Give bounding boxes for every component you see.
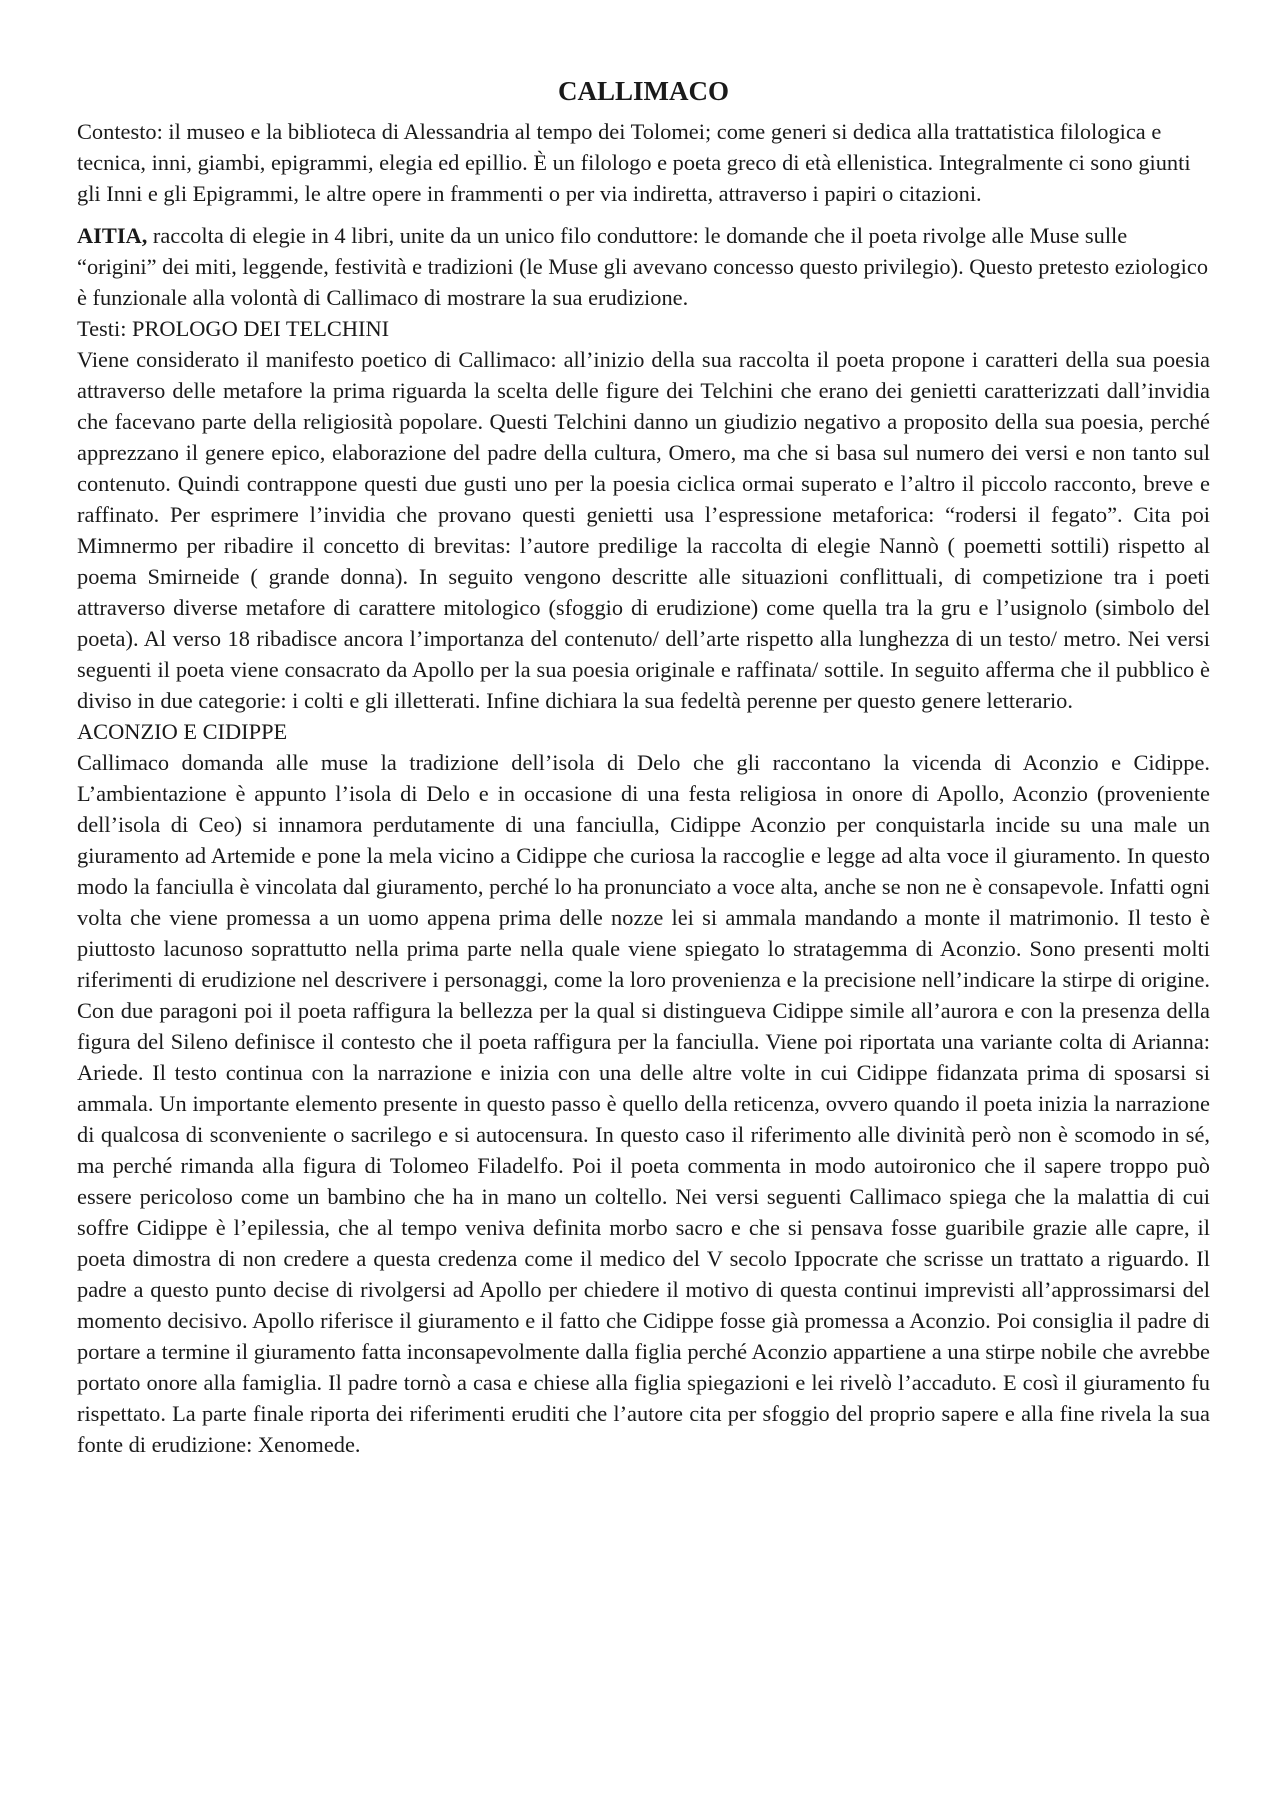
aitia-term: AITIA, bbox=[77, 223, 148, 248]
page-title: CALLIMACO bbox=[557, 76, 729, 106]
aconzio-paragraph: Callimaco domanda alle muse la tradizione dell’isola di Delo che gli raccontano la vicenda di Aconzio e Cidippe. L’ambientazione è appunto l’isola di Delo e in occasione di una festa religiosa in onore di Apollo, Aconzio (proveniente dell’isola di Ceo) si innamora perdutamente di una fanciulla, Cidippe Aconzio per conquistarla incide su una male un giuramento ad Artemide e pone la mela vicino a Cidippe che curiosa la raccoglie e legge ad alta voce il giuramento. In questo modo la fanciulla è vincolata dal giuramento, perché lo ha pronunciato a voce alta, anche se non ne è consapevole. Infatti ogni volta che viene promessa a un uomo appena prima delle nozze lei si ammala mandando a monte il matrimonio. Il testo è piuttosto lacunoso soprattutto nella prima parte nella quale viene spiegato lo stratagemma di Aconzio. Sono presenti molti riferimenti di erudizione nel descrivere i personaggi, come la loro provenienza e la precisione nell’indicare la stirpe di origine. Con due paragoni poi il poeta raffigura la bellezza per la qual si distingueva Cidippe simile all’aurora e con la presenza della figura del Sileno definisce il contesto che il poeta raffigura per la fanciulla. Viene poi riportata una variante colta di Arianna: Ariede. Il testo continua con la narrazione e inizia con una delle altre volte in cui Cidippe fidanzata prima di sposarsi si ammala. Un importante elemento presente in questo passo è quello della reticenza, ovvero quando il poeta inizia la narrazione di qualcosa di sconveniente o sacrilego e si autocensura. In questo caso il riferimento alle divinità però non è scomodo in sé, ma perché rimanda alla figura di Tolomeo Filadelfo. Poi il poeta commenta in modo autoironico che il sapere troppo può essere pericoloso come un bambino che ha in mano un coltello. Nei versi seguenti Callimaco spiega che la malattia di cui soffre Cidippe è l’epilessia, che al tempo veniva definita morbo sacro e che si pensava fosse guaribile grazie alle capre, il poeta dimostra di non credere a questa credenza come il medico del V secolo Ippocrate che scrisse un trattato a riguardo. Il padre a questo punto decise di rivolgersi ad Apollo per chiedere il motivo di questa continui imprevisti all’approssimarsi del momento decisivo. Apollo riferisce il giuramento e il fatto che Cidippe fosse già promessa a Aconzio. Poi consiglia il padre di portare a termine il giuramento fatta inconsapevolmente dalla figlia perché Aconzio appartiene a una stirpe nobile che avrebbe portato onore alla famiglia. Il padre tornò a casa e chiese alla figlia spiegazioni e lei rivelò l’accaduto. E così il giuramento fu rispettato. La parte finale riporta dei riferimenti eruditi che l’autore cita per sfoggio del proprio sapere e alla fine rivela la sua fonte di erudizione: Xenomede. bbox=[77, 750, 1210, 1457]
document-page bbox=[77, 70, 1210, 1460]
aconzio-heading: ACONZIO E CIDIPPE bbox=[77, 719, 288, 744]
testi-label: Testi: PROLOGO DEI TELCHINI bbox=[77, 316, 390, 341]
prologo-paragraph: Viene considerato il manifesto poetico di Callimaco: all’inizio della sua raccolta il poeta propone i caratteri della sua poesia attraverso delle metafore la prima riguarda la scelta delle figure dei Telchini che erano dei genietti caratterizzati dall’invidia che facevano parte della religiosità popolare. Questi Telchini danno un giudizio negativo a proposito della sua poesia, perché apprezzano il genere epico, elaborazione del padre della cultura, Omero, ma che si basa sul numero dei versi e non tanto sul contenuto. Quindi contrappone questi due gusti uno per la poesia ciclica ormai superato e l’altro il piccolo racconto, breve e raffinato. Per esprimere l’invidia che provano questi genietti usa l’espressione metaforica: “rodersi il fegato”. Cita poi Mimnermo per ribadire il concetto di brevitas: l’autore predilige la raccolta di elegie Nannò ( poemetti sottili) rispetto al poema Smirneide ( grande donna). In seguito vengono descritte alle situazioni conflittuali, di competizione tra i poeti attraverso diverse metafore di carattere mitologico (sfoggio di erudizione) come quella tra la gru e l’usignolo (simbolo del poeta). Al verso 18 ribadisce ancora l’importanza del contenuto/ dell’arte rispetto alla lunghezza di un testo/ metro. Nei versi seguenti il poeta viene consacrato da Apollo per la sua poesia originale e raffinata/ sottile. In seguito afferma che il pubblico è diviso in due categorie: i colti e gli illetterati. Infine dichiara la sua fedeltà perenne per questo genere letterario. bbox=[77, 347, 1210, 713]
intro-paragraph: Contesto: il museo e la biblioteca di Alessandria al tempo dei Tolomei; come generi si dedica alla trattatistica filologica e tecnica, inni, giambi, epigrammi, elegia ed epillio. È un filologo e poeta greco di età ellenistica. Integralmente ci sono giunti gli Inni e gli Epigrammi, le altre opere in frammenti o per via indiretta, attraverso i papiri o citazioni. bbox=[77, 119, 1191, 206]
paragraph-gap bbox=[77, 209, 1210, 220]
aitia-text: raccolta di elegie in 4 libri, unite da un unico filo conduttore: le domande che il poeta rivolge alle Muse sulle “origini” dei miti, leggende, festività e tradizioni (le Muse gli avevano concesso questo privilegio). Questo pretesto eziologico è funzionale alla volontà di Callimaco di mostrare la sua erudizione. bbox=[77, 223, 1209, 310]
aitia-paragraph bbox=[77, 220, 1210, 313]
